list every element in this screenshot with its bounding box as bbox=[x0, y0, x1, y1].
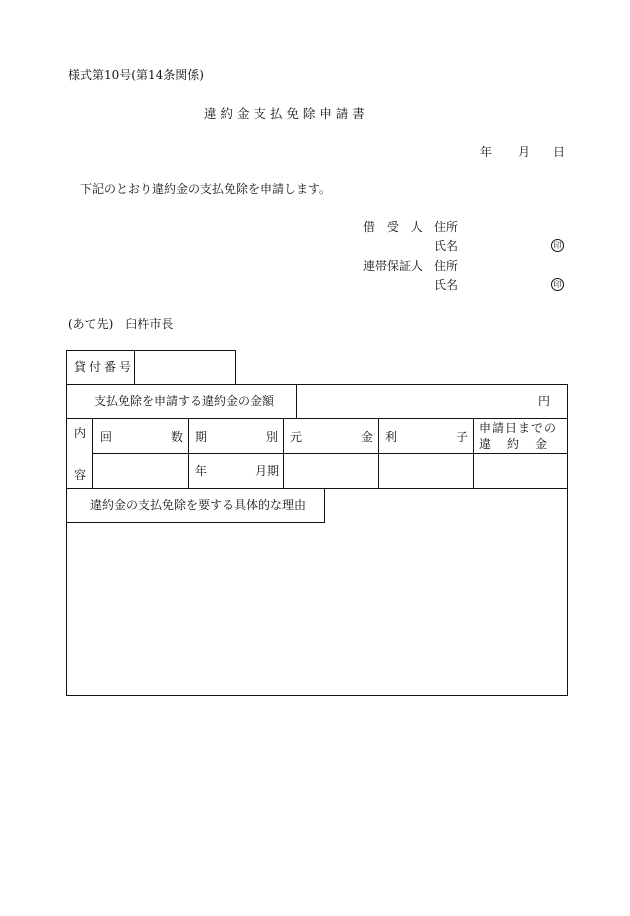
addressee: (あて先) 臼杵市長 bbox=[68, 317, 174, 331]
borrower-address-label: 住所 bbox=[434, 220, 459, 234]
table-border bbox=[66, 418, 568, 419]
table-border bbox=[66, 522, 325, 523]
document-title: 違 約 金 支 払 免 除 申 請 書 bbox=[204, 106, 365, 121]
table-border bbox=[92, 453, 568, 454]
table-border bbox=[66, 350, 236, 351]
period-year-label: 年 bbox=[195, 464, 208, 478]
table-border bbox=[92, 418, 93, 488]
table-border bbox=[66, 384, 568, 385]
col-interest-a: 利 bbox=[385, 430, 398, 444]
col-principal-b: 金 bbox=[361, 430, 374, 444]
col-count-b: 数 bbox=[171, 430, 184, 444]
content-label-top: 内 bbox=[74, 426, 87, 440]
col-interest-b: 子 bbox=[456, 430, 469, 444]
col-penalty-line2: 違 約 金 bbox=[479, 437, 550, 451]
loan-number-label: 貸付番号 bbox=[74, 360, 135, 374]
reason-label: 違約金の支払免除を要する具体的な理由 bbox=[90, 498, 307, 512]
guarantor-address-label: 住所 bbox=[434, 259, 459, 273]
table-border bbox=[66, 695, 568, 696]
seal-icon: 印 bbox=[551, 278, 564, 291]
form-number: 様式第10号(第14条関係) bbox=[68, 68, 204, 82]
borrower-label: 借 受 人 bbox=[363, 220, 427, 234]
col-period-b: 別 bbox=[266, 430, 279, 444]
date-month: 月 bbox=[518, 145, 531, 159]
col-penalty-line1: 申請日までの bbox=[479, 421, 558, 435]
col-count-a: 回 bbox=[100, 430, 113, 444]
col-principal-a: 元 bbox=[290, 430, 303, 444]
content-label-bottom: 容 bbox=[74, 468, 87, 482]
table-border bbox=[296, 384, 297, 418]
amount-label: 支払免除を申請する違約金の金額 bbox=[94, 394, 275, 408]
table-border bbox=[188, 418, 189, 488]
seal-icon: 印 bbox=[551, 239, 564, 252]
guarantor-label: 連帯保証人 bbox=[363, 259, 424, 273]
table-border bbox=[324, 488, 325, 523]
intro-text: 下記のとおり違約金の支払免除を申請します。 bbox=[80, 182, 332, 196]
table-border bbox=[567, 384, 568, 696]
date-day: 日 bbox=[553, 145, 566, 159]
borrower-name-label: 氏名 bbox=[434, 239, 459, 253]
table-border bbox=[66, 488, 568, 489]
date-year: 年 bbox=[480, 145, 493, 159]
table-border bbox=[473, 418, 474, 488]
col-period-a: 期 bbox=[195, 430, 208, 444]
amount-unit: 円 bbox=[538, 394, 551, 408]
table-border bbox=[66, 350, 67, 696]
table-border bbox=[235, 350, 236, 384]
table-border bbox=[283, 418, 284, 488]
table-border bbox=[378, 418, 379, 488]
period-month-label: 月期 bbox=[255, 464, 280, 478]
guarantor-name-label: 氏名 bbox=[434, 278, 459, 292]
table-border bbox=[134, 350, 135, 384]
